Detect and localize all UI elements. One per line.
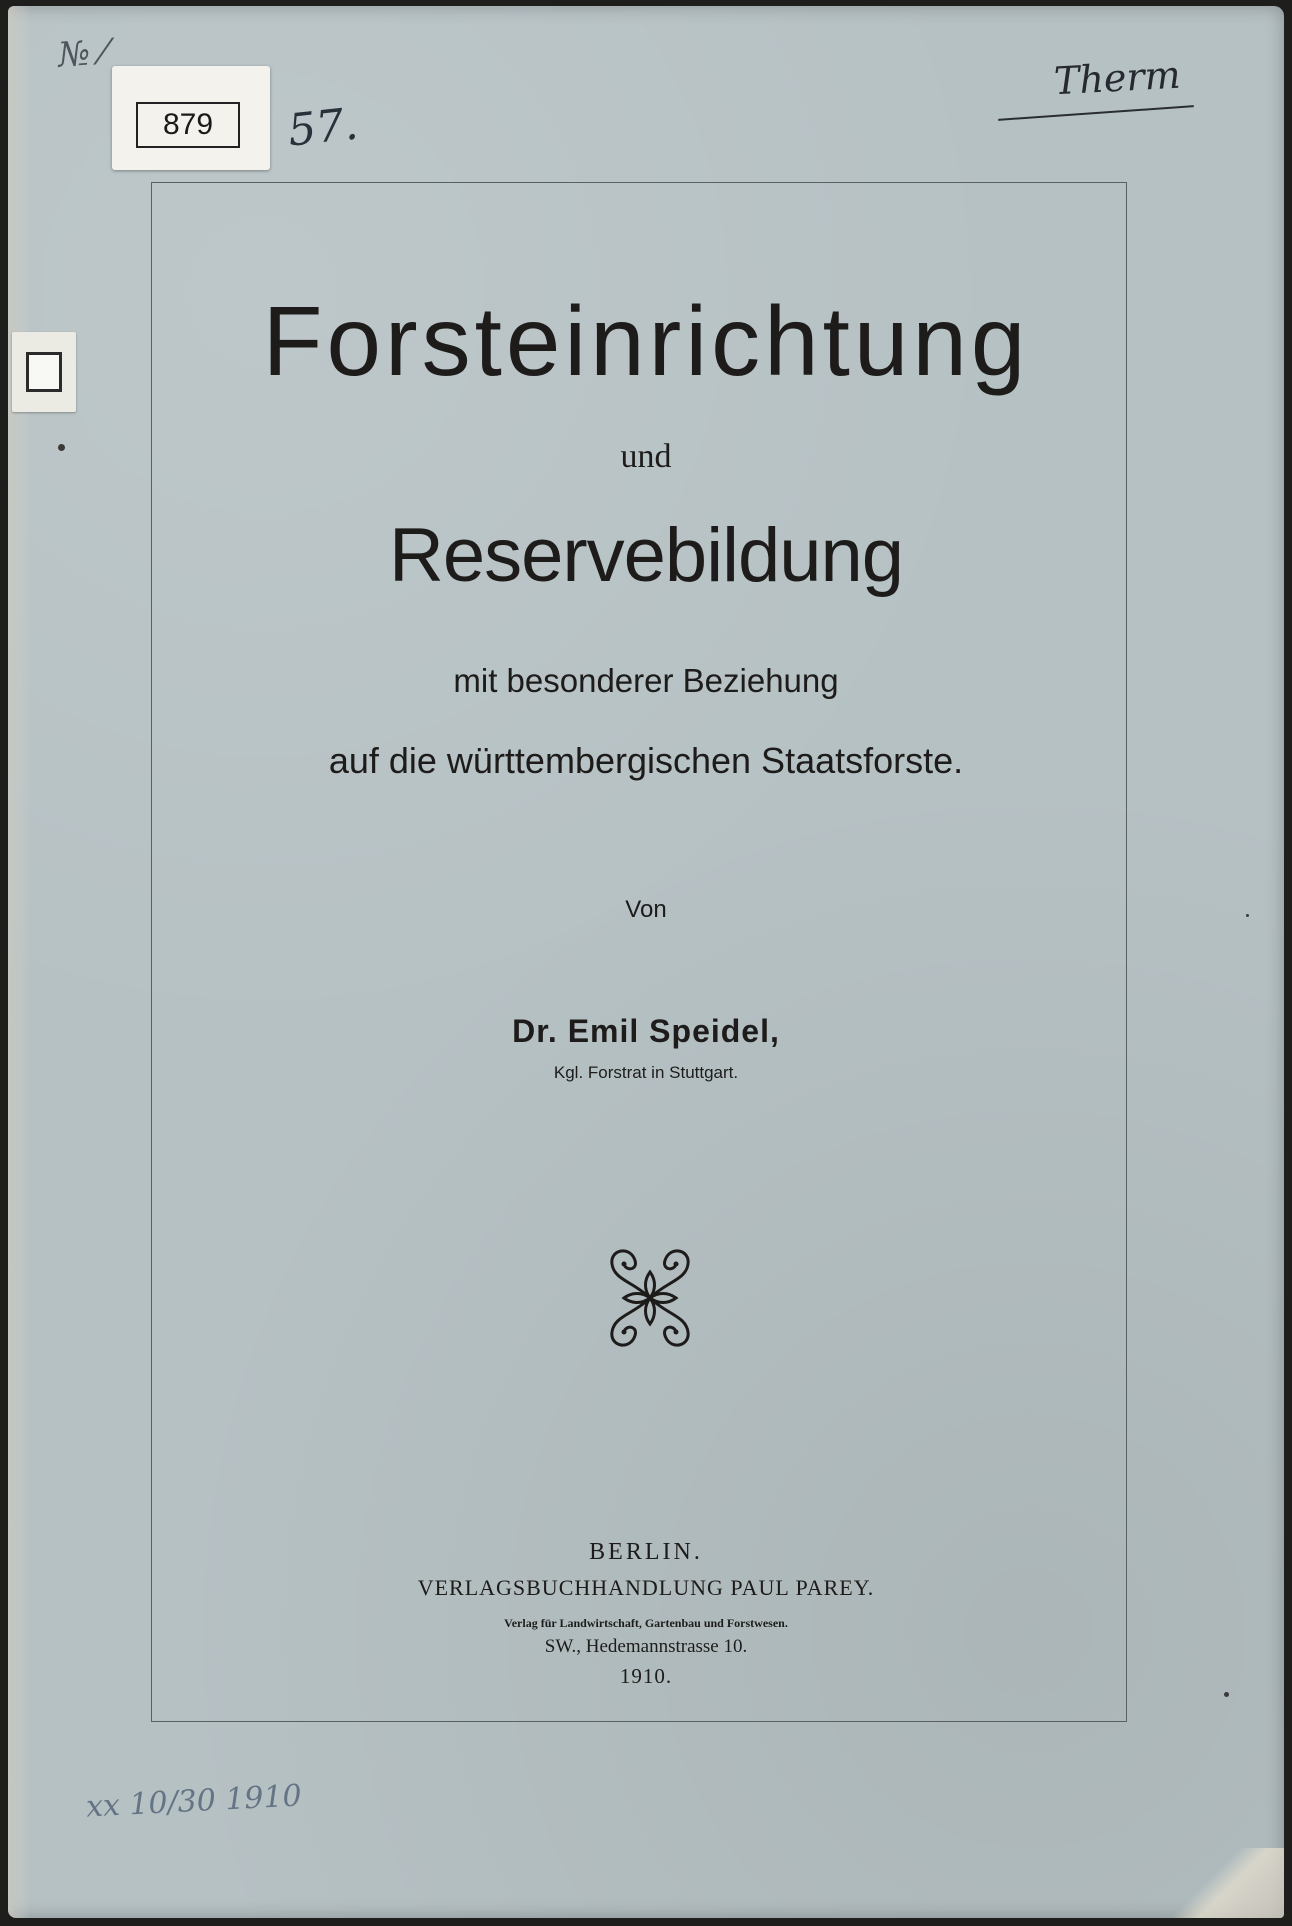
ornament-icon: [594, 1242, 706, 1354]
by-label: Von: [625, 896, 667, 923]
description-line-1: mit besonderer Beziehung: [453, 662, 839, 699]
description-line-2: auf die württembergischen Staatsforste.: [328, 740, 964, 781]
paper-spot: [1224, 1692, 1229, 1697]
title-conjunction: und: [620, 438, 672, 475]
cover-frame-border: [151, 182, 1127, 1722]
book-cover: [8, 6, 1284, 1918]
handwritten-note-top-left: № ⁄: [56, 32, 109, 76]
author-name: Dr. Emil Speidel,: [512, 1013, 780, 1049]
publisher-city: BERLIN.: [589, 1539, 703, 1565]
book-subtitle: Reservebildung: [388, 513, 904, 598]
publisher-address: SW., Hedemannstrasse 10.: [544, 1636, 748, 1657]
publisher-name: VERLAGSBUCHHANDLUNG PAUL PAREY.: [417, 1575, 875, 1600]
handwritten-signature-top-right: Therm: [1052, 52, 1182, 104]
author-affiliation: Kgl. Forstrat in Stuttgart.: [553, 1063, 739, 1082]
library-label-number: 879: [136, 102, 240, 148]
signature-underline: [998, 105, 1194, 121]
book-title: Forsteinrichtung: [262, 286, 1030, 396]
handwritten-note-bottom: xx 10/30 1910: [85, 1778, 303, 1825]
publication-year: 1910.: [619, 1664, 673, 1688]
publisher-description: Verlag für Landwirtschaft, Gartenbau und Forstwesen.: [504, 1616, 788, 1630]
library-label: [112, 66, 270, 170]
cover-corner-tear: [1164, 1848, 1284, 1918]
handwritten-shelf-number: 57.: [285, 98, 361, 157]
